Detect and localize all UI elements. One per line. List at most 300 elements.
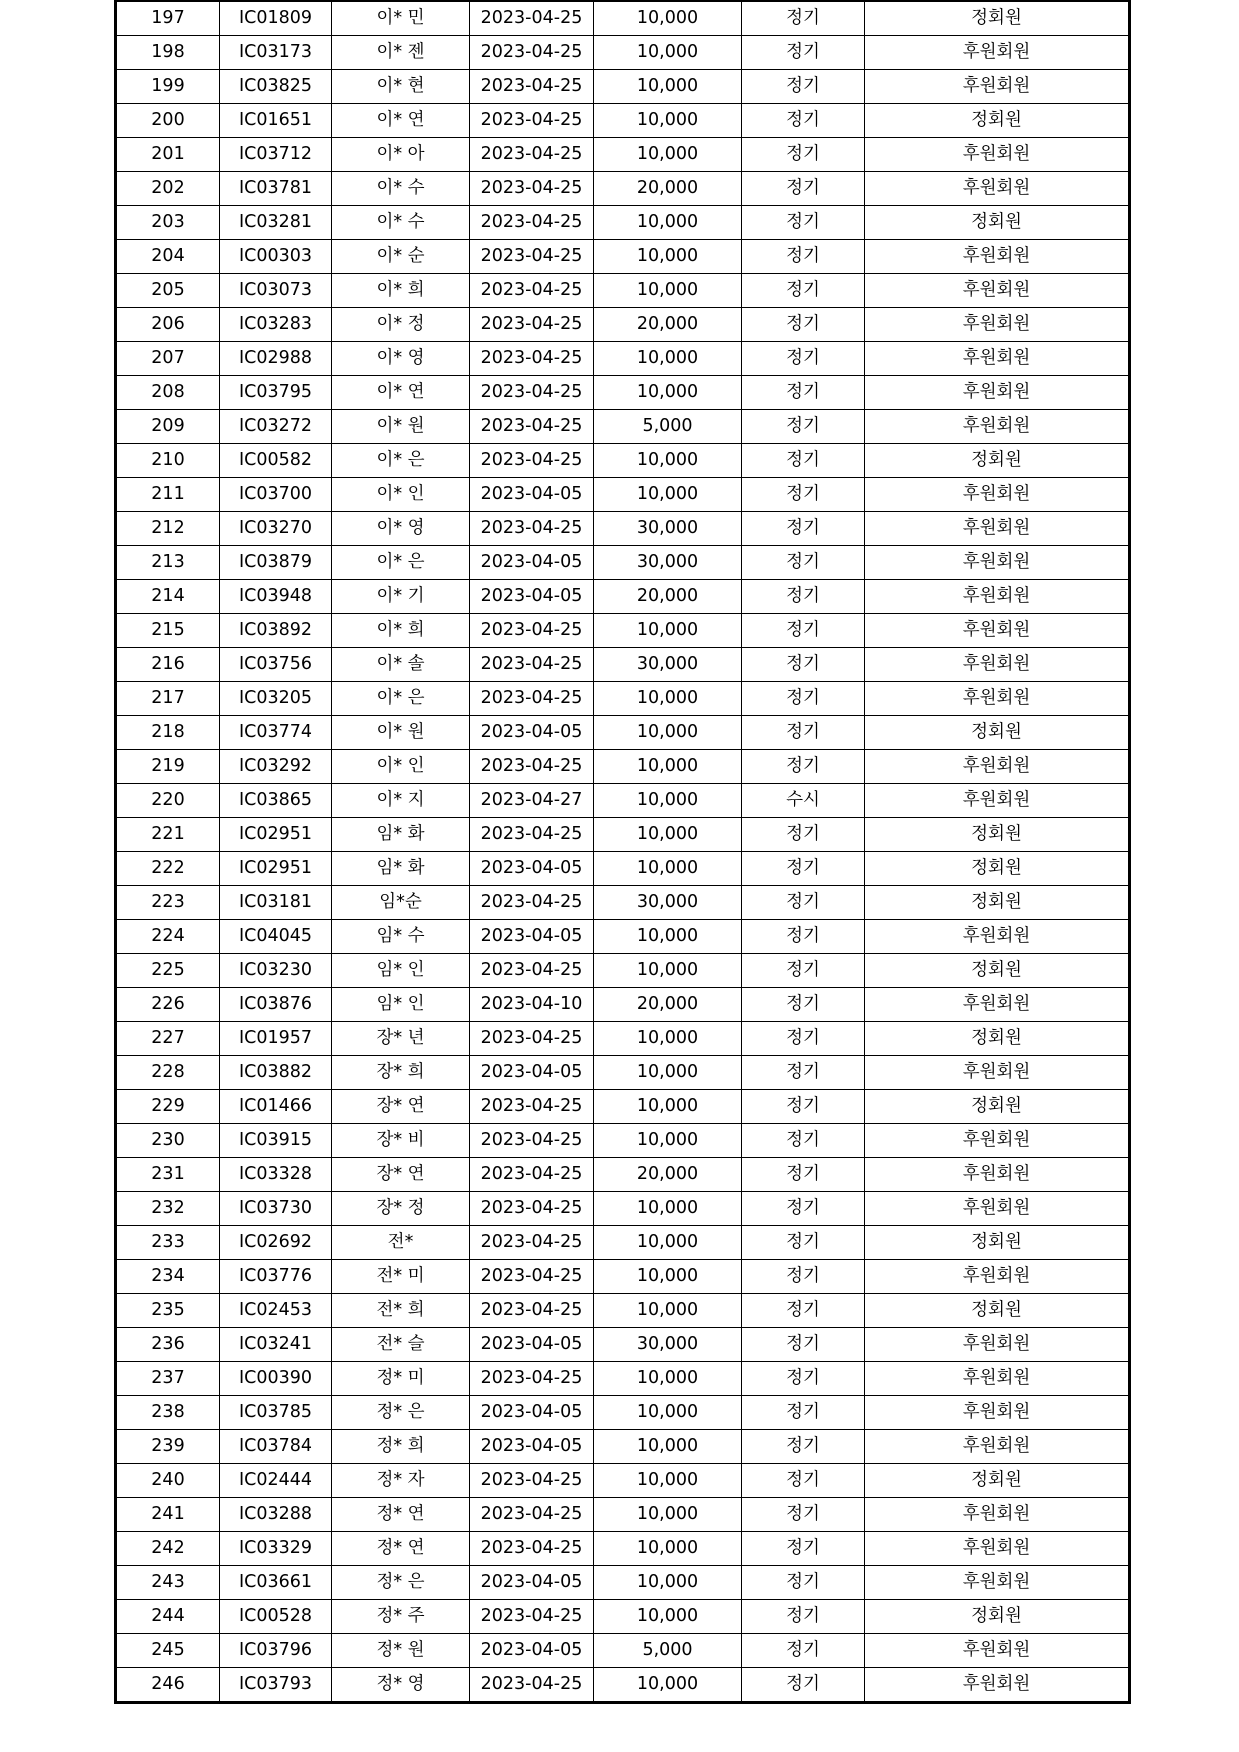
member-type-cell: 후원회원 [865,1396,1130,1430]
amount-cell: 10,000 [594,376,742,410]
table-row [116,172,1130,206]
payment-type-cell: 정기 [742,1192,865,1226]
member-id-cell: IC03205 [220,682,332,716]
table-row [116,716,1130,750]
table-row [116,410,1130,444]
table-row [116,1294,1130,1328]
member-id-cell: IC03288 [220,1498,332,1532]
payment-type-cell: 정기 [742,682,865,716]
table-row [116,1430,1130,1464]
row-number-cell: 228 [116,1056,220,1090]
member-id-cell: IC03181 [220,886,332,920]
payment-date-cell: 2023-04-25 [470,70,594,104]
member-id-cell: IC03879 [220,546,332,580]
payment-type-cell: 정기 [742,886,865,920]
member-type-cell: 후원회원 [865,750,1130,784]
payment-type-cell: 정기 [742,852,865,886]
payment-type-cell: 정기 [742,376,865,410]
table-row [116,750,1130,784]
row-number-cell: 233 [116,1226,220,1260]
member-type-cell: 후원회원 [865,580,1130,614]
payment-type-cell: 정기 [742,444,865,478]
row-number-cell: 246 [116,1668,220,1703]
payment-date-cell: 2023-04-25 [470,1294,594,1328]
amount-cell: 10,000 [594,1566,742,1600]
payment-type-cell: 정기 [742,1634,865,1668]
member-name-cell: 이* 연 [332,104,470,138]
member-name-cell: 전* [332,1226,470,1260]
table-row [116,104,1130,138]
amount-cell: 20,000 [594,1158,742,1192]
member-id-cell: IC03882 [220,1056,332,1090]
payment-type-cell: 정기 [742,1226,865,1260]
member-id-cell: IC03712 [220,138,332,172]
payment-type-cell: 정기 [742,36,865,70]
member-id-cell: IC03784 [220,1430,332,1464]
member-name-cell: 이* 은 [332,682,470,716]
table-row [116,36,1130,70]
table-row [116,1090,1130,1124]
member-name-cell: 장* 정 [332,1192,470,1226]
row-number-cell: 211 [116,478,220,512]
table-row [116,886,1130,920]
member-name-cell: 이* 정 [332,308,470,342]
member-name-cell: 이* 현 [332,70,470,104]
member-id-cell: IC03865 [220,784,332,818]
donation-ledger-table [114,0,1131,1704]
payment-date-cell: 2023-04-05 [470,852,594,886]
payment-date-cell: 2023-04-05 [470,1328,594,1362]
row-number-cell: 231 [116,1158,220,1192]
payment-type-cell: 정기 [742,546,865,580]
row-number-cell: 229 [116,1090,220,1124]
payment-type-cell: 정기 [742,1056,865,1090]
member-name-cell: 장* 비 [332,1124,470,1158]
table-row [116,342,1130,376]
member-name-cell: 이* 원 [332,410,470,444]
row-number-cell: 244 [116,1600,220,1634]
payment-date-cell: 2023-04-25 [470,1260,594,1294]
payment-type-cell: 정기 [742,138,865,172]
amount-cell: 10,000 [594,444,742,478]
member-id-cell: IC00528 [220,1600,332,1634]
member-type-cell: 후원회원 [865,1056,1130,1090]
payment-type-cell: 정기 [742,1124,865,1158]
payment-type-cell: 정기 [742,1464,865,1498]
payment-date-cell: 2023-04-05 [470,580,594,614]
member-name-cell: 정* 원 [332,1634,470,1668]
row-number-cell: 242 [116,1532,220,1566]
table-row [116,1498,1130,1532]
amount-cell: 10,000 [594,104,742,138]
member-name-cell: 이* 아 [332,138,470,172]
member-type-cell: 후원회원 [865,172,1130,206]
row-number-cell: 245 [116,1634,220,1668]
table-row [116,138,1130,172]
member-id-cell: IC02988 [220,342,332,376]
amount-cell: 10,000 [594,614,742,648]
member-type-cell: 후원회원 [865,478,1130,512]
payment-date-cell: 2023-04-05 [470,546,594,580]
row-number-cell: 201 [116,138,220,172]
member-id-cell: IC03796 [220,1634,332,1668]
amount-cell: 10,000 [594,750,742,784]
member-type-cell: 정회원 [865,886,1130,920]
payment-date-cell: 2023-04-25 [470,1,594,36]
amount-cell: 10,000 [594,1464,742,1498]
table-row [116,546,1130,580]
amount-cell: 10,000 [594,1294,742,1328]
member-id-cell: IC03915 [220,1124,332,1158]
member-type-cell: 후원회원 [865,410,1130,444]
payment-type-cell: 정기 [742,1532,865,1566]
table-row [116,1,1130,36]
member-name-cell: 정* 희 [332,1430,470,1464]
member-name-cell: 이* 원 [332,716,470,750]
member-id-cell: IC03270 [220,512,332,546]
amount-cell: 10,000 [594,70,742,104]
member-name-cell: 이* 은 [332,546,470,580]
member-name-cell: 임*순 [332,886,470,920]
amount-cell: 5,000 [594,1634,742,1668]
row-number-cell: 206 [116,308,220,342]
row-number-cell: 232 [116,1192,220,1226]
amount-cell: 30,000 [594,512,742,546]
table-row [116,682,1130,716]
payment-date-cell: 2023-04-25 [470,376,594,410]
member-type-cell: 후원회원 [865,512,1130,546]
member-type-cell: 정회원 [865,1226,1130,1260]
member-id-cell: IC03073 [220,274,332,308]
row-number-cell: 207 [116,342,220,376]
table-row [116,1566,1130,1600]
table-row [116,70,1130,104]
payment-date-cell: 2023-04-25 [470,682,594,716]
amount-cell: 10,000 [594,682,742,716]
payment-type-cell: 정기 [742,614,865,648]
member-name-cell: 정* 영 [332,1668,470,1703]
payment-type-cell: 정기 [742,1668,865,1703]
member-name-cell: 임* 화 [332,852,470,886]
member-id-cell: IC03241 [220,1328,332,1362]
payment-date-cell: 2023-04-05 [470,1056,594,1090]
row-number-cell: 198 [116,36,220,70]
member-name-cell: 정* 은 [332,1396,470,1430]
member-type-cell: 정회원 [865,852,1130,886]
row-number-cell: 210 [116,444,220,478]
member-type-cell: 정회원 [865,206,1130,240]
table-row [116,818,1130,852]
row-number-cell: 236 [116,1328,220,1362]
payment-date-cell: 2023-04-25 [470,1158,594,1192]
amount-cell: 10,000 [594,1498,742,1532]
table-row [116,1056,1130,1090]
member-type-cell: 정회원 [865,1464,1130,1498]
table-row [116,920,1130,954]
member-id-cell: IC00390 [220,1362,332,1396]
member-type-cell: 정회원 [865,954,1130,988]
amount-cell: 20,000 [594,308,742,342]
table-row [116,1668,1130,1703]
payment-type-cell: 정기 [742,580,865,614]
member-type-cell: 정회원 [865,1,1130,36]
member-name-cell: 정* 은 [332,1566,470,1600]
member-name-cell: 이* 수 [332,206,470,240]
payment-type-cell: 정기 [742,104,865,138]
row-number-cell: 223 [116,886,220,920]
payment-date-cell: 2023-04-25 [470,1090,594,1124]
payment-type-cell: 정기 [742,70,865,104]
table-row [116,478,1130,512]
member-type-cell: 후원회원 [865,308,1130,342]
payment-date-cell: 2023-04-25 [470,954,594,988]
amount-cell: 30,000 [594,546,742,580]
row-number-cell: 241 [116,1498,220,1532]
amount-cell: 10,000 [594,1532,742,1566]
payment-type-cell: 정기 [742,1430,865,1464]
member-name-cell: 정* 연 [332,1532,470,1566]
row-number-cell: 202 [116,172,220,206]
member-type-cell: 후원회원 [865,614,1130,648]
row-number-cell: 212 [116,512,220,546]
payment-date-cell: 2023-04-25 [470,1498,594,1532]
member-id-cell: IC03661 [220,1566,332,1600]
payment-type-cell: 정기 [742,410,865,444]
payment-date-cell: 2023-04-25 [470,1022,594,1056]
member-type-cell: 후원회원 [865,274,1130,308]
member-id-cell: IC03230 [220,954,332,988]
member-name-cell: 이* 영 [332,342,470,376]
table-row [116,1362,1130,1396]
payment-date-cell: 2023-04-25 [470,308,594,342]
table-row [116,580,1130,614]
table-row [116,1600,1130,1634]
payment-date-cell: 2023-04-05 [470,1634,594,1668]
member-id-cell: IC02444 [220,1464,332,1498]
member-name-cell: 정* 연 [332,1498,470,1532]
amount-cell: 20,000 [594,580,742,614]
member-name-cell: 이* 수 [332,172,470,206]
member-name-cell: 이* 은 [332,444,470,478]
row-number-cell: 209 [116,410,220,444]
member-type-cell: 후원회원 [865,546,1130,580]
member-name-cell: 이* 희 [332,614,470,648]
member-type-cell: 후원회원 [865,988,1130,1022]
table-row [116,1022,1130,1056]
row-number-cell: 215 [116,614,220,648]
member-id-cell: IC01651 [220,104,332,138]
payment-type-cell: 정기 [742,172,865,206]
payment-date-cell: 2023-04-25 [470,1192,594,1226]
member-type-cell: 정회원 [865,1090,1130,1124]
row-number-cell: 220 [116,784,220,818]
member-id-cell: IC03283 [220,308,332,342]
member-type-cell: 정회원 [865,1600,1130,1634]
table-row [116,1124,1130,1158]
payment-date-cell: 2023-04-25 [470,1532,594,1566]
payment-date-cell: 2023-04-25 [470,886,594,920]
member-id-cell: IC03948 [220,580,332,614]
row-number-cell: 219 [116,750,220,784]
payment-type-cell: 정기 [742,1362,865,1396]
amount-cell: 30,000 [594,648,742,682]
member-type-cell: 후원회원 [865,70,1130,104]
member-type-cell: 후원회원 [865,376,1130,410]
table-row [116,1464,1130,1498]
member-id-cell: IC04045 [220,920,332,954]
member-type-cell: 후원회원 [865,1634,1130,1668]
payment-date-cell: 2023-04-25 [470,138,594,172]
row-number-cell: 203 [116,206,220,240]
payment-type-cell: 정기 [742,920,865,954]
amount-cell: 10,000 [594,1090,742,1124]
payment-type-cell: 정기 [742,206,865,240]
member-type-cell: 후원회원 [865,1532,1130,1566]
member-name-cell: 정* 미 [332,1362,470,1396]
amount-cell: 10,000 [594,1668,742,1703]
member-name-cell: 정* 주 [332,1600,470,1634]
amount-cell: 10,000 [594,478,742,512]
member-name-cell: 이* 젠 [332,36,470,70]
table-row [116,1328,1130,1362]
amount-cell: 10,000 [594,1022,742,1056]
member-name-cell: 이* 영 [332,512,470,546]
member-type-cell: 정회원 [865,444,1130,478]
payment-date-cell: 2023-04-25 [470,274,594,308]
member-id-cell: IC03776 [220,1260,332,1294]
member-id-cell: IC03281 [220,206,332,240]
member-type-cell: 후원회원 [865,1192,1130,1226]
payment-type-cell: 정기 [742,512,865,546]
amount-cell: 10,000 [594,138,742,172]
row-number-cell: 216 [116,648,220,682]
payment-date-cell: 2023-04-25 [470,240,594,274]
table-row [116,1396,1130,1430]
member-id-cell: IC03329 [220,1532,332,1566]
table-row [116,1226,1130,1260]
payment-type-cell: 정기 [742,308,865,342]
payment-type-cell: 정기 [742,716,865,750]
payment-type-cell: 정기 [742,1328,865,1362]
member-id-cell: IC01809 [220,1,332,36]
payment-type-cell: 정기 [742,1498,865,1532]
row-number-cell: 199 [116,70,220,104]
payment-type-cell: 수시 [742,784,865,818]
payment-type-cell: 정기 [742,988,865,1022]
payment-type-cell: 정기 [742,274,865,308]
payment-date-cell: 2023-04-25 [470,1226,594,1260]
member-id-cell: IC01957 [220,1022,332,1056]
member-name-cell: 이* 지 [332,784,470,818]
amount-cell: 10,000 [594,1,742,36]
amount-cell: 10,000 [594,920,742,954]
payment-date-cell: 2023-04-25 [470,444,594,478]
amount-cell: 10,000 [594,852,742,886]
ledger-body [116,1,1130,1703]
amount-cell: 10,000 [594,206,742,240]
member-type-cell: 후원회원 [865,1430,1130,1464]
payment-type-cell: 정기 [742,1566,865,1600]
payment-date-cell: 2023-04-25 [470,172,594,206]
member-type-cell: 후원회원 [865,36,1130,70]
member-id-cell: IC01466 [220,1090,332,1124]
amount-cell: 10,000 [594,954,742,988]
table-row [116,206,1130,240]
payment-type-cell: 정기 [742,818,865,852]
payment-type-cell: 정기 [742,1,865,36]
table-row [116,852,1130,886]
amount-cell: 10,000 [594,36,742,70]
member-id-cell: IC03876 [220,988,332,1022]
row-number-cell: 227 [116,1022,220,1056]
payment-type-cell: 정기 [742,1396,865,1430]
member-id-cell: IC03730 [220,1192,332,1226]
row-number-cell: 235 [116,1294,220,1328]
row-number-cell: 221 [116,818,220,852]
table-row [116,648,1130,682]
amount-cell: 20,000 [594,988,742,1022]
payment-type-cell: 정기 [742,1158,865,1192]
member-type-cell: 후원회원 [865,1362,1130,1396]
member-name-cell: 이* 솔 [332,648,470,682]
member-id-cell: IC02951 [220,852,332,886]
member-name-cell: 전* 미 [332,1260,470,1294]
member-id-cell: IC03892 [220,614,332,648]
member-name-cell: 이* 연 [332,376,470,410]
amount-cell: 10,000 [594,240,742,274]
member-id-cell: IC02692 [220,1226,332,1260]
member-type-cell: 후원회원 [865,1124,1130,1158]
amount-cell: 10,000 [594,818,742,852]
table-row [116,1532,1130,1566]
member-type-cell: 후원회원 [865,648,1130,682]
member-type-cell: 후원회원 [865,682,1130,716]
payment-date-cell: 2023-04-25 [470,342,594,376]
table-row [116,954,1130,988]
amount-cell: 10,000 [594,1430,742,1464]
member-type-cell: 후원회원 [865,1566,1130,1600]
member-id-cell: IC02951 [220,818,332,852]
member-id-cell: IC03781 [220,172,332,206]
member-name-cell: 이* 인 [332,750,470,784]
table-row [116,240,1130,274]
member-name-cell: 이* 희 [332,274,470,308]
member-name-cell: 이* 기 [332,580,470,614]
payment-date-cell: 2023-04-25 [470,36,594,70]
member-id-cell: IC03795 [220,376,332,410]
payment-date-cell: 2023-04-25 [470,818,594,852]
payment-date-cell: 2023-04-05 [470,1566,594,1600]
member-id-cell: IC03328 [220,1158,332,1192]
amount-cell: 10,000 [594,1260,742,1294]
payment-date-cell: 2023-04-25 [470,410,594,444]
row-number-cell: 213 [116,546,220,580]
member-name-cell: 이* 민 [332,1,470,36]
payment-type-cell: 정기 [742,1090,865,1124]
payment-type-cell: 정기 [742,342,865,376]
row-number-cell: 217 [116,682,220,716]
row-number-cell: 205 [116,274,220,308]
member-type-cell: 후원회원 [865,784,1130,818]
member-type-cell: 정회원 [865,1294,1130,1328]
member-type-cell: 후원회원 [865,1668,1130,1703]
table-row [116,614,1130,648]
member-id-cell: IC02453 [220,1294,332,1328]
member-type-cell: 후원회원 [865,1498,1130,1532]
member-name-cell: 장* 연 [332,1090,470,1124]
payment-date-cell: 2023-04-05 [470,1396,594,1430]
member-type-cell: 후원회원 [865,138,1130,172]
